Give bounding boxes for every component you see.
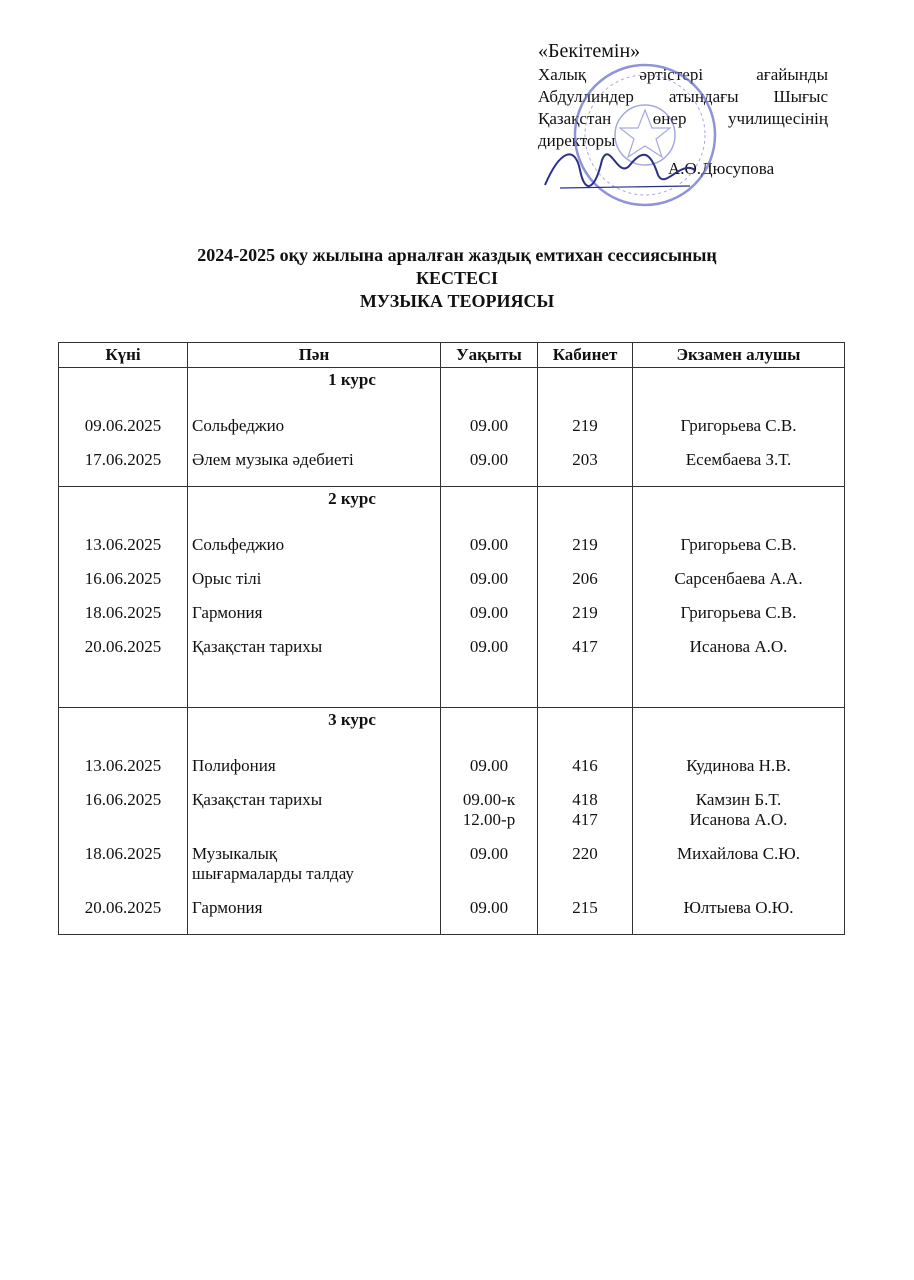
empty-cell bbox=[633, 736, 845, 756]
empty-cell bbox=[538, 918, 633, 935]
cell-examiner: Есембаева З.Т. bbox=[633, 450, 845, 470]
cell-examiner: Сарсенбаева А.А. bbox=[633, 569, 845, 589]
course-label: 3 курс bbox=[188, 708, 441, 737]
empty-cell bbox=[188, 918, 441, 935]
row-spacer bbox=[59, 918, 845, 935]
cell-room-line: 418 bbox=[572, 790, 598, 809]
cell-subject: Әлем музыка әдебиеті bbox=[188, 450, 441, 470]
cell-date: 16.06.2025 bbox=[59, 790, 188, 830]
approval-line: Халық әртістері ағайынды bbox=[538, 65, 828, 84]
empty-cell bbox=[59, 623, 188, 637]
empty-cell bbox=[633, 487, 845, 516]
cell-examiner: Григорьева С.В. bbox=[633, 535, 845, 555]
course-header-row bbox=[59, 487, 845, 516]
cell-subject-line: Музыкалық bbox=[192, 844, 278, 863]
empty-cell bbox=[59, 708, 188, 737]
cell-examiner: Исанова А.О. bbox=[633, 637, 845, 657]
empty-cell bbox=[538, 884, 633, 898]
table-row bbox=[59, 535, 845, 555]
row-spacer bbox=[59, 555, 845, 569]
cell-room bbox=[538, 790, 633, 830]
cell-subject-line: шығармаларды талдау bbox=[192, 864, 354, 883]
empty-cell bbox=[441, 555, 538, 569]
cell-date: 16.06.2025 bbox=[59, 569, 188, 589]
cell-time: 09.00 bbox=[441, 756, 538, 776]
cell-room: 417 bbox=[538, 637, 633, 657]
empty-cell bbox=[633, 708, 845, 737]
empty-cell bbox=[538, 396, 633, 416]
schedule-table bbox=[58, 342, 845, 935]
empty-cell bbox=[59, 555, 188, 569]
empty-cell bbox=[633, 776, 845, 790]
cell-room: 220 bbox=[538, 844, 633, 884]
empty-cell bbox=[59, 589, 188, 603]
empty-cell bbox=[441, 736, 538, 756]
empty-cell bbox=[633, 830, 845, 844]
empty-cell bbox=[188, 555, 441, 569]
course-header-row bbox=[59, 708, 845, 737]
row-spacer bbox=[59, 657, 845, 708]
cell-date: 20.06.2025 bbox=[59, 898, 188, 918]
cell-examiner bbox=[633, 790, 845, 830]
table-row bbox=[59, 756, 845, 776]
cell-time: 09.00 bbox=[441, 637, 538, 657]
cell-room: 219 bbox=[538, 603, 633, 623]
cell-subject: Сольфеджио bbox=[188, 535, 441, 555]
row-spacer bbox=[59, 515, 845, 535]
empty-cell bbox=[59, 918, 188, 935]
table-header-row bbox=[59, 343, 845, 368]
approval-heading: «Бекітемін» bbox=[538, 40, 641, 62]
cell-time: 09.00 bbox=[441, 416, 538, 436]
cell-date: 09.06.2025 bbox=[59, 416, 188, 436]
empty-cell bbox=[441, 396, 538, 416]
row-spacer bbox=[59, 623, 845, 637]
empty-cell bbox=[59, 884, 188, 898]
empty-cell bbox=[633, 368, 845, 397]
cell-subject: Гармония bbox=[188, 603, 441, 623]
director-name: А.О.Дюсупова bbox=[668, 159, 775, 178]
cell-time: 09.00 bbox=[441, 898, 538, 918]
empty-cell bbox=[188, 623, 441, 637]
empty-cell bbox=[188, 470, 441, 487]
cell-room: 219 bbox=[538, 416, 633, 436]
cell-room-line: 417 bbox=[572, 810, 598, 829]
empty-cell bbox=[633, 470, 845, 487]
empty-cell bbox=[538, 436, 633, 450]
table-row bbox=[59, 898, 845, 918]
approval-line: Абдуллиндер атындағы Шығыс bbox=[538, 87, 828, 106]
table-row bbox=[59, 790, 845, 830]
empty-cell bbox=[59, 736, 188, 756]
cell-examiner: Григорьева С.В. bbox=[633, 603, 845, 623]
column-header-examiner: Экзамен алушы bbox=[633, 343, 845, 368]
table-row bbox=[59, 450, 845, 470]
empty-cell bbox=[633, 589, 845, 603]
empty-cell bbox=[188, 776, 441, 790]
cell-subject: Қазақстан тарихы bbox=[188, 637, 441, 657]
cell-examiner: Михайлова С.Ю. bbox=[633, 844, 845, 884]
cell-time: 09.00 bbox=[441, 450, 538, 470]
approval-line: Қазақстан өнер училищесінің bbox=[538, 109, 828, 128]
table-row bbox=[59, 569, 845, 589]
signature-icon bbox=[540, 140, 700, 200]
empty-cell bbox=[441, 657, 538, 708]
empty-cell bbox=[538, 830, 633, 844]
cell-time-line: 09.00-к bbox=[462, 790, 516, 809]
column-header-room: Кабинет bbox=[538, 343, 633, 368]
empty-cell bbox=[441, 589, 538, 603]
column-header-subject: Пән bbox=[188, 343, 441, 368]
empty-cell bbox=[538, 589, 633, 603]
row-spacer bbox=[59, 830, 845, 844]
title-line: 2024-2025 оқу жылына арналған жаздық емтихан сессиясының bbox=[197, 245, 717, 265]
empty-cell bbox=[538, 623, 633, 637]
cell-examiner-line: Камзин Б.Т. bbox=[695, 790, 782, 809]
table-row bbox=[59, 416, 845, 436]
cell-date: 18.06.2025 bbox=[59, 603, 188, 623]
cell-examiner: Кудинова Н.В. bbox=[633, 756, 845, 776]
empty-cell bbox=[633, 918, 845, 935]
empty-cell bbox=[441, 515, 538, 535]
empty-cell bbox=[59, 657, 188, 708]
cell-room: 416 bbox=[538, 756, 633, 776]
empty-cell bbox=[59, 470, 188, 487]
cell-examiner: Григорьева С.В. bbox=[633, 416, 845, 436]
cell-date: 17.06.2025 bbox=[59, 450, 188, 470]
empty-cell bbox=[538, 470, 633, 487]
cell-subject: Полифония bbox=[188, 756, 441, 776]
empty-cell bbox=[188, 515, 441, 535]
row-spacer bbox=[59, 736, 845, 756]
empty-cell bbox=[188, 884, 441, 898]
empty-cell bbox=[441, 368, 538, 397]
empty-cell bbox=[538, 776, 633, 790]
course-label: 1 курс bbox=[188, 368, 441, 397]
row-spacer bbox=[59, 884, 845, 898]
empty-cell bbox=[538, 368, 633, 397]
row-spacer bbox=[59, 396, 845, 416]
cell-room: 215 bbox=[538, 898, 633, 918]
empty-cell bbox=[188, 396, 441, 416]
table-row bbox=[59, 603, 845, 623]
empty-cell bbox=[538, 515, 633, 535]
empty-cell bbox=[59, 830, 188, 844]
empty-cell bbox=[633, 515, 845, 535]
cell-room: 206 bbox=[538, 569, 633, 589]
column-header-time: Уақыты bbox=[441, 343, 538, 368]
empty-cell bbox=[59, 776, 188, 790]
empty-cell bbox=[441, 436, 538, 450]
empty-cell bbox=[188, 589, 441, 603]
table-row bbox=[59, 637, 845, 657]
row-spacer bbox=[59, 470, 845, 487]
empty-cell bbox=[59, 487, 188, 516]
empty-cell bbox=[59, 436, 188, 450]
table-row bbox=[59, 844, 845, 884]
cell-time: 09.00 bbox=[441, 844, 538, 884]
empty-cell bbox=[633, 436, 845, 450]
cell-date: 13.06.2025 bbox=[59, 535, 188, 555]
empty-cell bbox=[188, 830, 441, 844]
cell-subject: Гармония bbox=[188, 898, 441, 918]
cell-date: 20.06.2025 bbox=[59, 637, 188, 657]
cell-time: 09.00 bbox=[441, 535, 538, 555]
column-header-date: Күні bbox=[59, 343, 188, 368]
empty-cell bbox=[633, 623, 845, 637]
cell-time: 09.00 bbox=[441, 603, 538, 623]
row-spacer bbox=[59, 589, 845, 603]
cell-subject bbox=[188, 844, 441, 884]
title-line: КЕСТЕСІ bbox=[415, 268, 499, 288]
empty-cell bbox=[188, 436, 441, 450]
empty-cell bbox=[441, 918, 538, 935]
cell-time-line: 12.00-р bbox=[462, 810, 516, 829]
empty-cell bbox=[441, 470, 538, 487]
empty-cell bbox=[538, 708, 633, 737]
course-label: 2 курс bbox=[188, 487, 441, 516]
cell-time: 09.00 bbox=[441, 569, 538, 589]
empty-cell bbox=[441, 776, 538, 790]
title-line: МУЗЫКА ТЕОРИЯСЫ bbox=[359, 291, 555, 311]
empty-cell bbox=[633, 657, 845, 708]
schedule-body bbox=[59, 368, 845, 935]
empty-cell bbox=[538, 736, 633, 756]
document-title bbox=[0, 244, 914, 313]
cell-subject: Сольфеджио bbox=[188, 416, 441, 436]
cell-date: 13.06.2025 bbox=[59, 756, 188, 776]
empty-cell bbox=[59, 368, 188, 397]
empty-cell bbox=[441, 623, 538, 637]
approval-line: директоры bbox=[538, 131, 616, 150]
empty-cell bbox=[188, 736, 441, 756]
empty-cell bbox=[538, 555, 633, 569]
empty-cell bbox=[188, 657, 441, 708]
empty-cell bbox=[441, 487, 538, 516]
course-header-row bbox=[59, 368, 845, 397]
cell-examiner: Юлтыева О.Ю. bbox=[633, 898, 845, 918]
empty-cell bbox=[441, 708, 538, 737]
cell-subject: Орыс тілі bbox=[188, 569, 441, 589]
empty-cell bbox=[441, 884, 538, 898]
empty-cell bbox=[633, 884, 845, 898]
empty-cell bbox=[538, 657, 633, 708]
cell-examiner-line: Исанова А.О. bbox=[689, 810, 788, 829]
empty-cell bbox=[441, 830, 538, 844]
cell-room: 219 bbox=[538, 535, 633, 555]
empty-cell bbox=[538, 487, 633, 516]
empty-cell bbox=[633, 396, 845, 416]
row-spacer bbox=[59, 436, 845, 450]
empty-cell bbox=[59, 515, 188, 535]
empty-cell bbox=[633, 555, 845, 569]
cell-time bbox=[441, 790, 538, 830]
empty-cell bbox=[59, 396, 188, 416]
row-spacer bbox=[59, 776, 845, 790]
cell-room: 203 bbox=[538, 450, 633, 470]
cell-date: 18.06.2025 bbox=[59, 844, 188, 884]
cell-subject: Қазақстан тарихы bbox=[188, 790, 441, 830]
